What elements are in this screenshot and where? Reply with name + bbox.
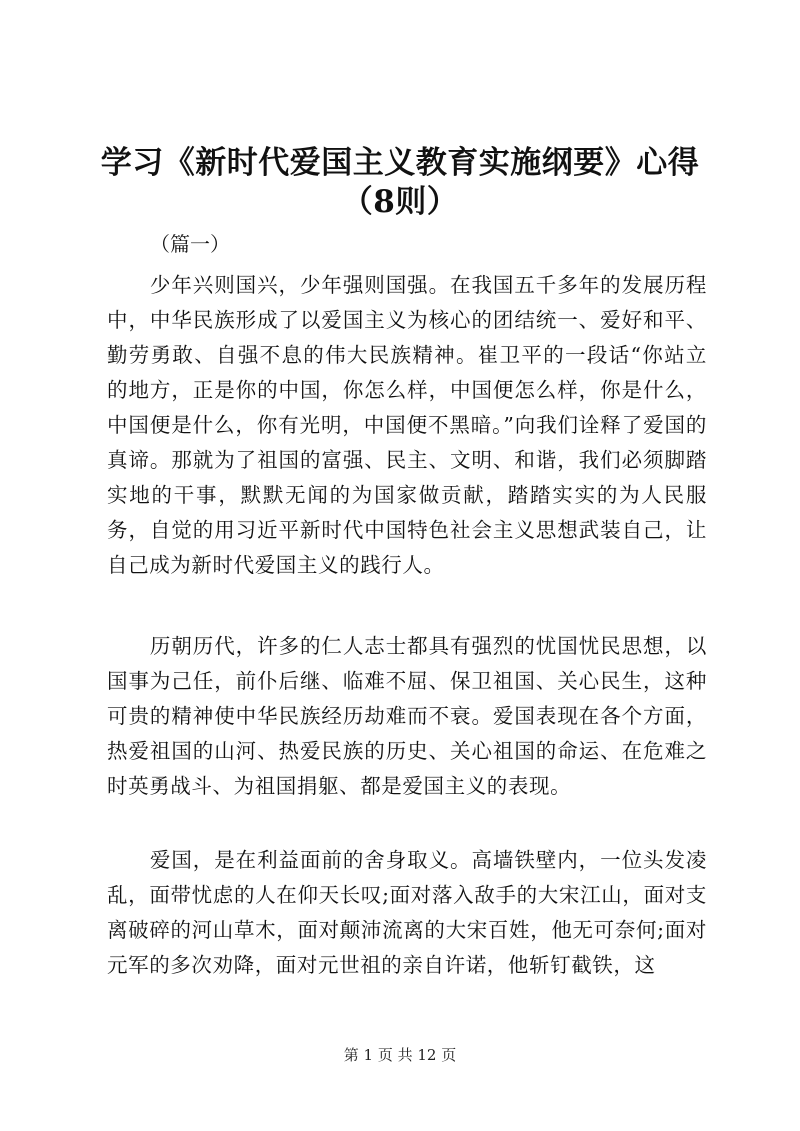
page-footer: 第 1 页 共 12 页 [343,1046,457,1064]
paragraph-1: 少年兴则国兴，少年强则国强。在我国五千多年的发展历程中，中华民族形成了以爱国主义为核心的团结统一、爱好和平、勤劳勇敢、自强不息的伟大民族精神。崔卫平的一段话“你站立的地方，正是你的中国，你怎么样，中国便怎么样，你是什么，中国便是什么，你有光明，中国便不黑暗。”向我们诠释了爱国的真谛。那就为了祖国的富强、民主、文明、和谐，我们必须脚踏实地的干事，默默无闻的为国家做贡献，踏踏实实的为人民服务，自觉的用习近平新时代中国特色社会主义思想武装自己，让自己成为新时代爱国主义的践行人。 [107,273,707,577]
paragraph-3: 爱国，是在利益面前的舍身取义。高墙铁壁内，一位头发凌乱，面带忧虑的人在仰天长叹;面对落入敌手的大宋江山，面对支离破碎的河山草木，面对颠沛流离的大宋百姓，他无可奈何;面对元军的多次劝降，面对元世祖的亲自许诺，他斩钉截铁，这 [107,848,707,977]
section-label: （篇一） [150,232,230,256]
document-title: 学习《新时代爱国主义教育实施纲要》心得 [100,145,700,181]
paragraph-2: 历朝历代，许多的仁人志士都具有强烈的忧国忧民思想，以国事为己任，前仆后继、临难不屈、保卫祖国、关心民生，这种可贵的精神使中华民族经历劫难而不衰。爱国表现在各个方面，热爱祖国的山河、热爱民族的历史、关心祖国的命运、在危难之时英勇战斗、为祖国捐躯、都是爱国主义的表现。 [107,634,707,798]
document-title-subtitle: （8则） [341,184,459,220]
